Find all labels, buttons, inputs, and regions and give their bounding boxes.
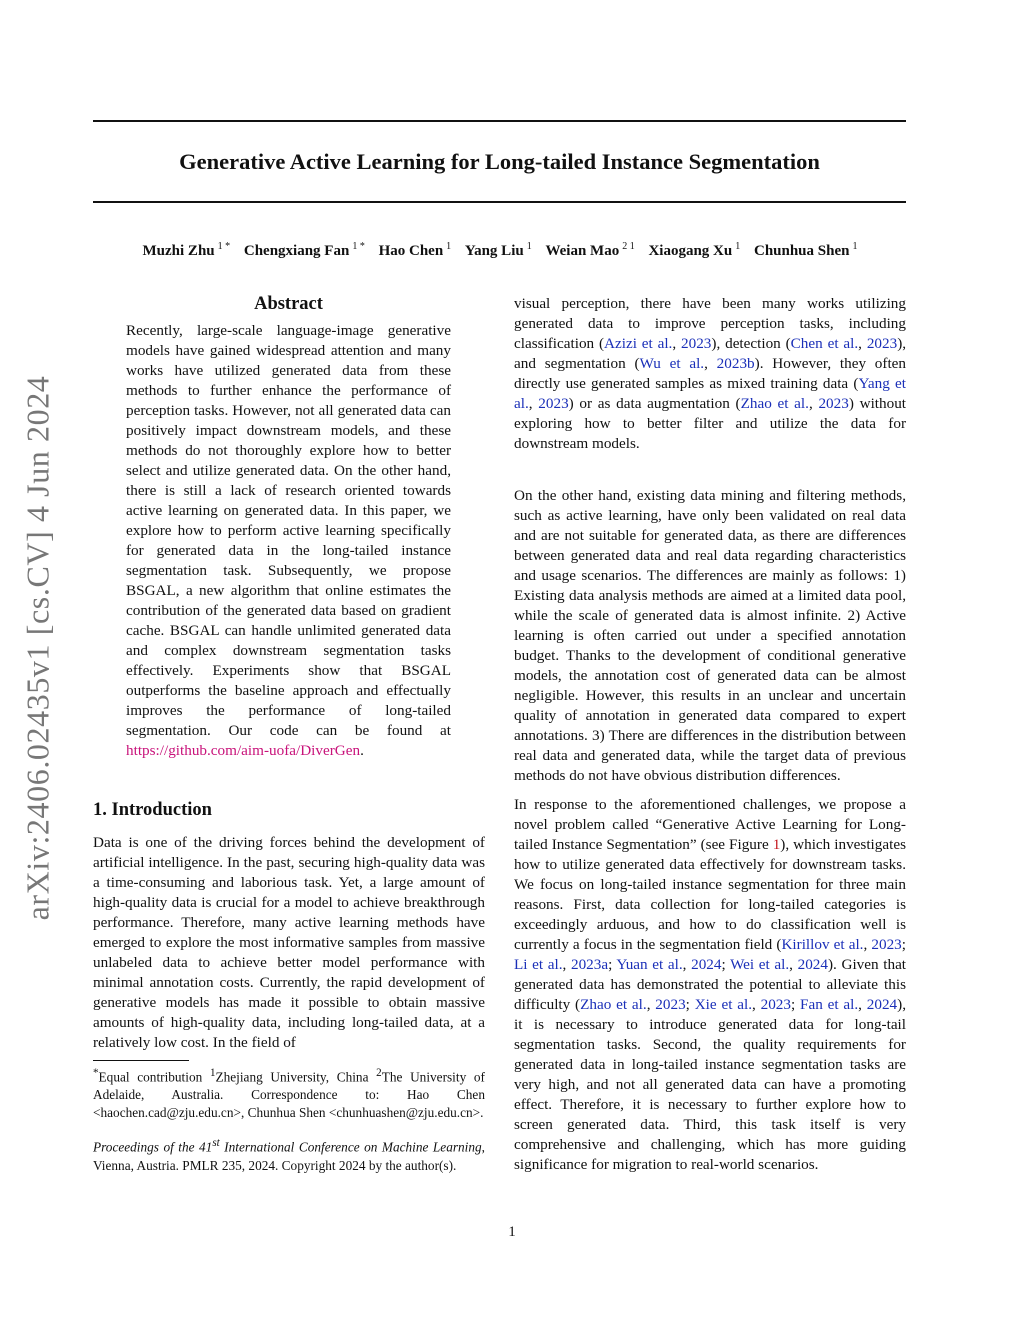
abstract-end: . [360, 742, 364, 759]
introduction-body [93, 833, 485, 1053]
arxiv-identifier-text: arXiv:2406.02435v1 [cs.CV] 4 Jun 2024 [19, 375, 56, 921]
figure-reference-link[interactable]: 1 [772, 836, 781, 853]
citation-link[interactable]: 2024 [866, 996, 898, 1013]
citation-link[interactable]: Li et al. [514, 956, 563, 973]
right-paragraph-3: In response to the aforementioned challenges, we propose a novel problem called “Generative Active Learning for Long-tailed Instance Segmentation” (see Figure 1), which investigates how to utilize generated data effectively for downstream tasks. We focus on long-tailed instance segmentation for three main reasons. First, data collection for long-tailed categories is exceedingly arduous, and how to do classification well is currently a focus in the segmentation field (Kirillov et al., 2023; Li et al., 2023a; Yuan et al., 2024; Wei et al., 2024). Given that generated data has demonstrated the potential to alleviate this difficulty (Zhao et al., 2023; Xie et al., 2023; Fan et al., 2024), it is necessary to introduce generated data for long-tail segmentation tasks. Second, the quality requirements for generated data in long-tailed instance segmentation tasks are very high, and not all generated data can have a promoting effect. Therefore, it is necessary to further explore how to screen generated data. Third, this task itself is very comprehensive and challenging, which has more guiding significance for migration to real-world scenarios. [514, 796, 907, 1173]
citation-link[interactable]: Yang et al. [514, 375, 906, 412]
title-top-rule [93, 120, 906, 122]
code-url-link[interactable]: https://github.com/aim-uofa/DiverGen [126, 742, 361, 759]
citation-link[interactable]: 2023 [871, 936, 902, 953]
citation-link[interactable]: 2024 [797, 956, 828, 973]
citation-link[interactable]: 2023 [760, 996, 791, 1013]
proceedings-note: Proceedings of the 41st International Conference on Machine Learning, Vienna, Austria. PMLR 235, 2024. Copyright 2024 by the author(s). [93, 1137, 485, 1173]
citation-link[interactable]: 2023a [570, 956, 609, 973]
author: Yang Liu $^1$ [464, 241, 532, 259]
citation-link[interactable]: Xie et al. [694, 996, 752, 1013]
abstract-body [126, 321, 451, 761]
title-bottom-rule [93, 201, 906, 203]
page-number: 1 [508, 1224, 516, 1240]
author: Chunhua Shen $^1$ [753, 241, 858, 259]
citation-link[interactable]: 2024 [691, 956, 722, 973]
citation-link[interactable]: Zhao et al. [580, 996, 647, 1013]
citation-link[interactable]: 2023 [655, 996, 686, 1013]
citation-link[interactable]: Fan et al. [800, 996, 859, 1013]
introduction-paragraph: Data is one of the driving forces behind the development of artificial intelligence. In the past, securing high-quality data was a time-consuming and laborious task. Yet, a large amount of high-quality data is crucial for a model to achieve breakthrough performance. Therefore, many active learning methods have emerged to explore the most informative samples from massive unlabeled data to achieve better model performance with minimal annotation costs. Currently, the rapid development of generative models has made it possible to obtain massive amounts of high-quality data, including long-tailed data, at a relatively low cost. In the field of [93, 834, 485, 1051]
abstract-heading: Abstract [254, 294, 323, 314]
citation-link[interactable]: 2023b [716, 355, 755, 372]
citation-link[interactable]: Zhao et al. [740, 395, 809, 412]
citation-link[interactable]: Kirillov et al. [781, 936, 864, 953]
author: Muzhi Zhu $^{1 *}$ [142, 241, 231, 259]
introduction-heading: 1. Introduction [93, 800, 212, 820]
paper-title: Generative Active Learning for Long-tailed Instance Segmentation [179, 149, 820, 174]
citation-link[interactable]: 2023 [866, 335, 898, 352]
citation-link[interactable]: Wei et al. [730, 956, 790, 973]
affiliation-footnote: *Equal contribution $^1$Zhejiang University, China $^2$The University of Adelaide, Australia. Correspondence to: Hao Chen <haochen.cad@zju.edu.cn>, Chunhua Shen <chunhuashen@zju.edu.cn>. [93, 1067, 485, 1121]
right-paragraph-1: visual perception, there have been many works utilizing generated data to improve perception tasks, including classification (Azizi et al., 2023), detection (Chen et al., 2023), and segmentation (Wu et al., 2023b). However, they often directly use generated samples as mixed training data (Yang et al., 2023) or as data augmentation (Zhao et al., 2023) without exploring how to better filter and utilize the data for downstream models. [514, 295, 907, 452]
footnotes [93, 1064, 485, 1175]
citation-link[interactable]: Azizi et al. [604, 335, 673, 352]
citation-link[interactable]: 2023 [538, 395, 569, 412]
citation-link[interactable]: 2023 [681, 335, 712, 352]
citation-link[interactable]: Chen et al. [790, 335, 859, 352]
citation-link[interactable]: 2023 [818, 395, 849, 412]
author: Weian Mao $^{2 1}$ [545, 241, 635, 259]
footnote-rule [93, 1060, 189, 1061]
author: Xiaogang Xu $^1$ [648, 241, 741, 259]
abstract-text: Recently, large-scale language-image generative models have gained widespread attention and many works have utilized generated data from these methods to further enhance the performance of perception tasks. However, not all generated data can positively impact downstream models, and these methods do not thoroughly explore how to better select and utilize generated data. On the other hand, there is still a lack of research oriented towards active learning on generated data. In this paper, we explore how to perform active learning specifically for generated data in the long-tailed instance segmentation task. Subsequently, we propose BSGAL, a new algorithm that online estimates the contribution of the generated data based on gradient cache. BSGAL can handle unlimited generated data and complex downstream segmentation tasks effectively. Experiments show that BSGAL outperforms the baseline approach and effectually improves the performance of long-tailed segmentation. Our code can be found at [126, 322, 451, 739]
author-list [60, 236, 940, 262]
author: Hao Chen $^1$ [378, 241, 452, 259]
right-paragraph-2: On the other hand, existing data mining and filtering methods, such as active learning, have only been validated on real data and are not suitable for generated data, as there are differences between generated data and real data regarding characteristics and usage scenarios. The differences are mainly as follows: 1) Existing data analysis methods are aimed at a limited data pool, while the scale of generated data is almost infinite. 2) Active learning is often carried out under a specified annotation budget. Thanks to the development of conditional generative models, the annotation cost of generated data can be almost negligible. However, this results in an unclear and uncertain quality of annotation in generated data compared to expert annotations. 3) There are differences in the distribution between real data and generated data, while the target data of previous methods do not have obvious distribution differences. [514, 487, 906, 784]
citation-link[interactable]: Yuan et al. [616, 956, 683, 973]
author: Chengxiang Fan $^{1 *}$ [243, 241, 365, 259]
citation-link[interactable]: Wu et al. [639, 355, 705, 372]
